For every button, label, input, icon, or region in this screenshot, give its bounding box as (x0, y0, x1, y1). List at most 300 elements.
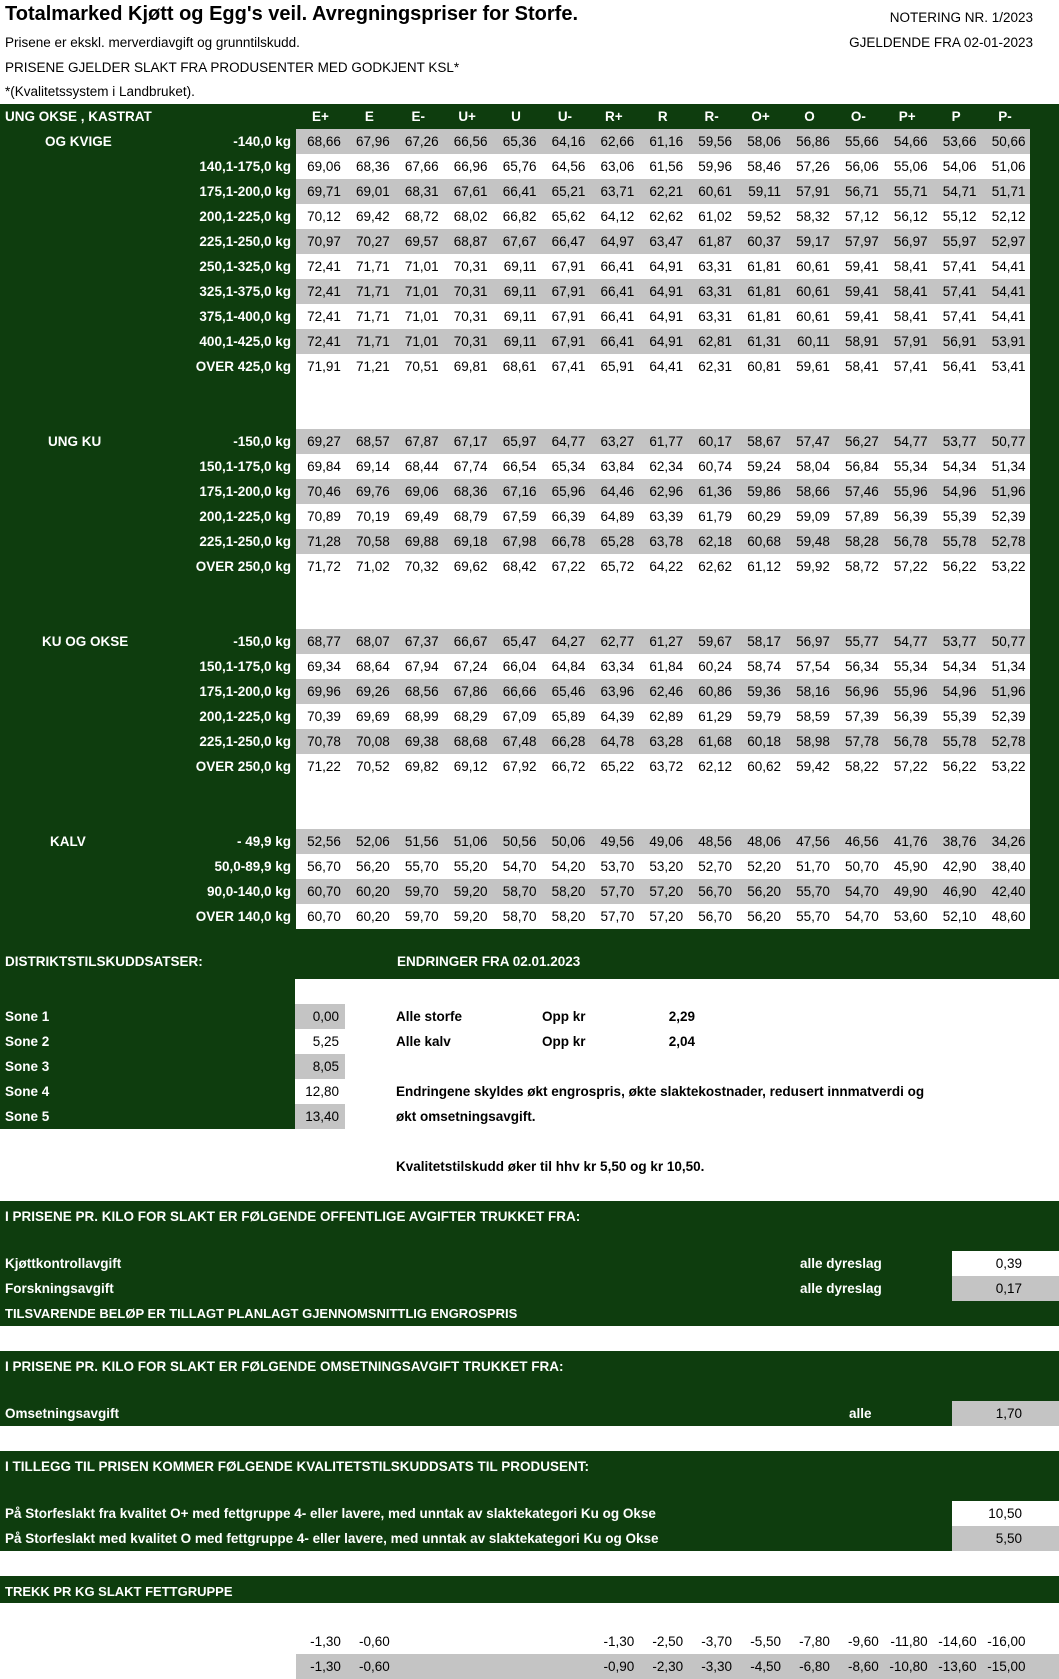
price-cell: 63,71 (589, 179, 634, 204)
price-cell: 70,97 (296, 229, 341, 254)
price-cell: 67,41 (541, 354, 586, 379)
price-cell: 71,71 (345, 279, 390, 304)
price-cell: 66,47 (541, 229, 586, 254)
column-header-O+: O+ (736, 104, 785, 129)
price-cell: 56,22 (932, 554, 977, 579)
price-cell: 69,06 (394, 479, 439, 504)
price-cell: 61,29 (687, 704, 732, 729)
price-cell: 63,72 (638, 754, 683, 779)
change-label: Alle kalv (396, 1029, 451, 1054)
weight-class-label: 175,1-200,0 kg (0, 179, 291, 204)
price-cell: 61,12 (736, 554, 781, 579)
price-cell: 61,02 (687, 204, 732, 229)
price-cell: 58,41 (834, 354, 879, 379)
weight-class-label: 175,1-200,0 kg (0, 479, 291, 504)
price-cell: 68,31 (394, 179, 439, 204)
price-cell: 59,41 (834, 279, 879, 304)
price-cell: 69,62 (443, 554, 488, 579)
price-cell: 58,41 (883, 279, 928, 304)
price-cell: 63,31 (687, 304, 732, 329)
fat-cell (443, 1629, 488, 1654)
price-cell: 64,97 (589, 229, 634, 254)
price-cell: 68,44 (394, 454, 439, 479)
weight-class-label: 375,1-400,0 kg (0, 304, 291, 329)
price-cell: 66,54 (492, 454, 537, 479)
price-cell: 69,18 (443, 529, 488, 554)
price-cell: 62,31 (687, 354, 732, 379)
price-cell: 51,96 (981, 479, 1026, 504)
price-cell: 55,34 (883, 654, 928, 679)
price-cell: 54,96 (932, 679, 977, 704)
price-cell: 65,21 (541, 179, 586, 204)
price-cell: 46,56 (834, 829, 879, 854)
price-cell: 59,48 (785, 529, 830, 554)
price-cell: 65,34 (541, 454, 586, 479)
price-cell: 62,12 (687, 754, 732, 779)
fat-column-header: 5+ (981, 1604, 1026, 1629)
changes-note-line2: økt omsetningsavgift. (396, 1104, 536, 1129)
price-cell: 70,58 (345, 529, 390, 554)
price-cell: 66,41 (492, 179, 537, 204)
district-subheader-gap (295, 979, 345, 1004)
weight-class-label: 175,1-200,0 kg (0, 679, 291, 704)
weight-class-label: 90,0-140,0 kg (0, 879, 291, 904)
price-cell: 65,76 (492, 154, 537, 179)
price-cell: 53,70 (589, 854, 634, 879)
price-cell: 59,70 (394, 879, 439, 904)
price-cell: 63,27 (589, 429, 634, 454)
price-cell: 57,20 (638, 879, 683, 904)
price-cell: 50,77 (981, 429, 1026, 454)
price-cell: 60,70 (296, 904, 341, 929)
price-cell: 56,20 (736, 879, 781, 904)
price-cell: 58,22 (834, 754, 879, 779)
price-cell: 60,20 (345, 904, 390, 929)
price-cell: 51,06 (443, 829, 488, 854)
price-cell: 53,22 (981, 554, 1026, 579)
price-cell: 55,70 (785, 879, 830, 904)
price-cell: 64,12 (589, 204, 634, 229)
price-cell: 69,96 (296, 679, 341, 704)
price-cell: 69,14 (345, 454, 390, 479)
weight-class-label: 250,1-325,0 kg (0, 254, 291, 279)
price-cell: 66,82 (492, 204, 537, 229)
fee-scope: alle dyreslag (800, 1251, 882, 1276)
price-cell: 69,34 (296, 654, 341, 679)
fat-cell (541, 1654, 586, 1679)
fat-cell: -10,80 (883, 1654, 928, 1679)
price-cell: 56,20 (736, 904, 781, 929)
price-cell: 60,68 (736, 529, 781, 554)
price-cell: 69,01 (345, 179, 390, 204)
price-cell: 60,11 (785, 329, 830, 354)
price-cell: 55,66 (834, 129, 879, 154)
price-cell: 59,96 (687, 154, 732, 179)
changes-title: ENDRINGER FRA 02.01.2023 (397, 949, 580, 974)
price-cell: 49,06 (638, 829, 683, 854)
price-cell: 61,87 (687, 229, 732, 254)
price-cell: 67,09 (492, 704, 537, 729)
zone-value: 8,05 (295, 1054, 339, 1079)
price-cell: 69,11 (492, 279, 537, 304)
price-cell: 54,20 (541, 854, 586, 879)
weight-class-label: -140,0 kg (0, 129, 291, 154)
price-cell: 64,77 (541, 429, 586, 454)
price-cell: 66,39 (541, 504, 586, 529)
price-cell: 64,39 (589, 704, 634, 729)
price-cell: 58,06 (736, 129, 781, 154)
weight-class-label: 200,1-225,0 kg (0, 504, 291, 529)
price-cell: 57,41 (932, 254, 977, 279)
turnover-scope: alle (849, 1401, 872, 1426)
price-cell: 64,41 (638, 354, 683, 379)
fat-column-header: 5- (883, 1604, 928, 1629)
price-cell: 59,24 (736, 454, 781, 479)
price-cell: 69,84 (296, 454, 341, 479)
price-cell: 60,62 (736, 754, 781, 779)
price-cell: 56,91 (932, 329, 977, 354)
price-cell: 67,91 (541, 254, 586, 279)
price-cell: 58,04 (785, 454, 830, 479)
price-cell: 64,78 (589, 729, 634, 754)
change-value: 2,29 (640, 1004, 695, 1029)
price-cell: 60,74 (687, 454, 732, 479)
price-cell: 67,59 (492, 504, 537, 529)
price-cell: 58,74 (736, 654, 781, 679)
price-cell: 61,79 (687, 504, 732, 529)
price-cell: 50,77 (981, 629, 1026, 654)
price-cell: 58,67 (736, 429, 781, 454)
price-cell: 56,71 (834, 179, 879, 204)
fat-cell: -16,00 (981, 1629, 1026, 1654)
price-cell: 56,97 (785, 629, 830, 654)
quality-value: 5,50 (952, 1526, 1022, 1551)
price-cell: 60,86 (687, 679, 732, 704)
price-cell: 66,28 (541, 729, 586, 754)
quality-label: På Storfeslakt fra kvalitet O+ med fettgruppe 4- eller lavere, med unntak av slaktekategori Ku og Okse (5, 1501, 656, 1526)
price-cell: 64,89 (589, 504, 634, 529)
price-cell: 62,89 (638, 704, 683, 729)
price-cell: 70,08 (345, 729, 390, 754)
fat-column-header: 1- (296, 1604, 341, 1629)
price-cell: 53,91 (981, 329, 1026, 354)
price-cell: 58,72 (834, 554, 879, 579)
price-cell: 56,70 (687, 904, 732, 929)
price-cell: 60,61 (785, 304, 830, 329)
price-cell: 68,87 (443, 229, 488, 254)
price-cell: 56,78 (883, 729, 928, 754)
fat-cell (394, 1654, 439, 1679)
price-cell: 63,28 (638, 729, 683, 754)
price-cell: 56,78 (883, 529, 928, 554)
price-cell: 58,70 (492, 904, 537, 929)
price-cell: 59,09 (785, 504, 830, 529)
price-cell: 69,57 (394, 229, 439, 254)
change-direction: Opp kr (542, 1029, 586, 1054)
price-cell: 61,84 (638, 654, 683, 679)
price-cell: 71,28 (296, 529, 341, 554)
price-cell: 51,34 (981, 454, 1026, 479)
fat-cell: -2,30 (638, 1654, 683, 1679)
fat-column-header: 4 (785, 1604, 830, 1629)
price-cell: 71,22 (296, 754, 341, 779)
weight-class-label: 150,1-175,0 kg (0, 454, 291, 479)
fat-column-header: 3+ (687, 1604, 732, 1629)
price-cell: 58,66 (785, 479, 830, 504)
fat-cell: -0,60 (345, 1654, 390, 1679)
header-note-vat: Prisene er ekskl. merverdiavgift og grunntilskudd. (5, 35, 300, 50)
price-cell: 58,17 (736, 629, 781, 654)
price-cell: 69,76 (345, 479, 390, 504)
price-cell: 59,41 (834, 304, 879, 329)
price-cell: 59,20 (443, 879, 488, 904)
public-fees-title: I PRISENE PR. KILO FOR SLAKT ER FØLGENDE OFFENTLIGE AVGIFTER TRUKKET FRA: (5, 1204, 580, 1229)
price-cell: 50,56 (492, 829, 537, 854)
price-cell: 57,41 (932, 304, 977, 329)
price-cell: 61,68 (687, 729, 732, 754)
price-cell: 70,31 (443, 329, 488, 354)
price-cell: 68,72 (394, 204, 439, 229)
price-cell: 68,79 (443, 504, 488, 529)
price-cell: 66,41 (589, 304, 634, 329)
price-cell: 67,86 (443, 679, 488, 704)
quality-label: På Storfeslakt med kvalitet O med fettgruppe 4- eller lavere, med unntak av slaktekategori Ku og Okse (5, 1526, 658, 1551)
price-cell: 67,16 (492, 479, 537, 504)
price-cell: 69,81 (443, 354, 488, 379)
price-cell: 68,56 (394, 679, 439, 704)
zone-label: Sone 2 (5, 1029, 49, 1054)
price-cell: 55,78 (932, 529, 977, 554)
price-cell: 60,24 (687, 654, 732, 679)
price-cell: 69,12 (443, 754, 488, 779)
price-cell: 57,46 (834, 479, 879, 504)
weight-class-label: 225,1-250,0 kg (0, 529, 291, 554)
price-cell: 62,81 (687, 329, 732, 354)
price-cell: 55,96 (883, 679, 928, 704)
zone-value: 5,25 (295, 1029, 339, 1054)
column-header-O: O (785, 104, 834, 129)
price-cell: 60,20 (345, 879, 390, 904)
fat-cell (492, 1654, 537, 1679)
price-cell: 58,16 (785, 679, 830, 704)
price-cell: 53,20 (638, 854, 683, 879)
price-cell: 59,20 (443, 904, 488, 929)
price-cell: 56,70 (687, 879, 732, 904)
price-cell: 55,39 (932, 504, 977, 529)
price-cell: 67,91 (541, 279, 586, 304)
price-cell: 53,77 (932, 629, 977, 654)
price-cell: 67,48 (492, 729, 537, 754)
price-cell: 61,36 (687, 479, 732, 504)
price-cell: 61,81 (736, 279, 781, 304)
price-cell: 57,41 (883, 354, 928, 379)
price-cell: 54,77 (883, 429, 928, 454)
fee-value: 0,39 (952, 1251, 1022, 1276)
price-cell: 72,41 (296, 304, 341, 329)
price-cell: 54,70 (834, 879, 879, 904)
header-note-ksl: PRISENE GJELDER SLAKT FRA PRODUSENTER MED GODKJENT KSL* (5, 60, 459, 75)
fat-cell: -15,00 (981, 1654, 1026, 1679)
price-cell: 57,89 (834, 504, 879, 529)
price-cell: 61,27 (638, 629, 683, 654)
price-cell: 67,91 (541, 304, 586, 329)
price-cell: 70,51 (394, 354, 439, 379)
price-cell: 42,90 (932, 854, 977, 879)
price-cell: 59,56 (687, 129, 732, 154)
price-cell: 59,61 (785, 354, 830, 379)
price-cell: 68,77 (296, 629, 341, 654)
price-cell: 67,37 (394, 629, 439, 654)
price-cell: 65,36 (492, 129, 537, 154)
price-cell: 72,41 (296, 279, 341, 304)
price-cell: 57,12 (834, 204, 879, 229)
price-cell: 69,38 (394, 729, 439, 754)
price-cell: 71,01 (394, 329, 439, 354)
price-cell: 66,41 (589, 254, 634, 279)
price-cell: 62,18 (687, 529, 732, 554)
price-cell: 67,17 (443, 429, 488, 454)
price-cell: 67,22 (541, 554, 586, 579)
price-cell: 56,39 (883, 704, 928, 729)
group-label: KALV (50, 829, 86, 854)
price-cell: 54,06 (932, 154, 977, 179)
price-cell: 69,88 (394, 529, 439, 554)
fat-cell: -14,60 (932, 1629, 977, 1654)
price-cell: 51,56 (394, 829, 439, 854)
fat-row-label: ung okse, kastrat, kvige (5, 1629, 164, 1654)
weight-class-label: OVER 250,0 kg (0, 554, 291, 579)
price-cell: 56,34 (834, 654, 879, 679)
price-cell: 55,06 (883, 154, 928, 179)
price-cell: 38,40 (981, 854, 1026, 879)
price-cell: 56,39 (883, 504, 928, 529)
price-cell: 56,86 (785, 129, 830, 154)
price-cell: 64,91 (638, 304, 683, 329)
price-cell: 56,06 (834, 154, 879, 179)
valid-from-date: GJELDENDE FRA 02-01-2023 (849, 35, 1033, 50)
price-cell: 68,61 (492, 354, 537, 379)
price-cell: 68,66 (296, 129, 341, 154)
weight-class-label: 50,0-89,9 kg (0, 854, 291, 879)
fat-column-header: 3 (638, 1604, 683, 1629)
fat-cell: -8,60 (834, 1654, 879, 1679)
price-cell: 64,16 (541, 129, 586, 154)
price-cell: 62,66 (589, 129, 634, 154)
price-cell: 65,46 (541, 679, 586, 704)
price-cell: 56,84 (834, 454, 879, 479)
fee-label: Forskningsavgift (5, 1276, 114, 1301)
fat-cell: -4,50 (736, 1654, 781, 1679)
price-cell: 58,41 (883, 304, 928, 329)
corner-label: UNG OKSE , KASTRAT (5, 104, 152, 129)
price-cell: 54,41 (981, 279, 1026, 304)
column-header-E-: E- (394, 104, 443, 129)
weight-class-label: 200,1-225,0 kg (0, 204, 291, 229)
price-cell: 63,31 (687, 279, 732, 304)
price-cell: 64,27 (541, 629, 586, 654)
price-cell: 69,11 (492, 254, 537, 279)
price-cell: 67,96 (345, 129, 390, 154)
price-cell: 64,84 (541, 654, 586, 679)
column-header-R+: R+ (589, 104, 638, 129)
price-cell: 69,11 (492, 329, 537, 354)
price-cell: 54,34 (932, 654, 977, 679)
price-cell: 52,12 (981, 204, 1026, 229)
fat-column-header: 3- (589, 1604, 634, 1629)
weight-class-label: 225,1-250,0 kg (0, 229, 291, 254)
fat-cell (394, 1629, 439, 1654)
quality-value: 10,50 (952, 1501, 1022, 1526)
price-cell: 64,22 (638, 554, 683, 579)
price-cell: 59,79 (736, 704, 781, 729)
price-cell: 65,72 (589, 554, 634, 579)
weight-class-label: -150,0 kg (0, 629, 291, 654)
price-cell: 68,68 (443, 729, 488, 754)
price-cell: 60,29 (736, 504, 781, 529)
price-cell: 70,89 (296, 504, 341, 529)
price-cell: 58,46 (736, 154, 781, 179)
price-cell: 38,76 (932, 829, 977, 854)
page-title: Totalmarked Kjøtt og Egg's veil. Avregningspriser for Storfe. (5, 3, 578, 26)
price-cell: 67,26 (394, 129, 439, 154)
price-cell: 64,91 (638, 329, 683, 354)
price-cell: 66,41 (589, 279, 634, 304)
price-cell: 65,91 (589, 354, 634, 379)
price-cell: 60,17 (687, 429, 732, 454)
price-cell: 59,42 (785, 754, 830, 779)
zone-value: 0,00 (295, 1004, 339, 1029)
price-cell: 58,20 (541, 879, 586, 904)
price-cell: 57,78 (834, 729, 879, 754)
price-cell: 45,90 (883, 854, 928, 879)
fat-column-header: 4+ (834, 1604, 879, 1629)
price-cell: 71,01 (394, 304, 439, 329)
price-cell: 49,90 (883, 879, 928, 904)
fat-cell: -3,70 (687, 1629, 732, 1654)
price-cell: 57,47 (785, 429, 830, 454)
fat-cell: -1,30 (296, 1654, 341, 1679)
group-label: OG KVIGE (45, 129, 112, 154)
column-header-U+: U+ (443, 104, 492, 129)
price-cell: 64,91 (638, 254, 683, 279)
price-cell: 63,78 (638, 529, 683, 554)
price-cell: 63,84 (589, 454, 634, 479)
price-cell: 62,34 (638, 454, 683, 479)
price-cell: 56,41 (932, 354, 977, 379)
group-label: KU OG OKSE (42, 629, 128, 654)
fat-column-header: 4- (736, 1604, 781, 1629)
price-cell: 71,21 (345, 354, 390, 379)
price-cell: 66,72 (541, 754, 586, 779)
price-cell: 51,06 (981, 154, 1026, 179)
fat-cell: -5,50 (736, 1629, 781, 1654)
right-green-band (1030, 104, 1059, 929)
price-cell: 56,70 (296, 854, 341, 879)
price-cell: 62,62 (638, 204, 683, 229)
price-cell: 60,61 (785, 279, 830, 304)
price-cell: 71,71 (345, 329, 390, 354)
fat-column-header: 1 (345, 1604, 390, 1629)
price-cell: 56,97 (883, 229, 928, 254)
price-cell: 53,41 (981, 354, 1026, 379)
price-cell: 57,70 (589, 879, 634, 904)
price-cell: 54,34 (932, 454, 977, 479)
fat-cell (443, 1654, 488, 1679)
price-cell: 54,96 (932, 479, 977, 504)
price-cell: 58,70 (492, 879, 537, 904)
price-cell: 55,12 (932, 204, 977, 229)
price-cell: 66,04 (492, 654, 537, 679)
